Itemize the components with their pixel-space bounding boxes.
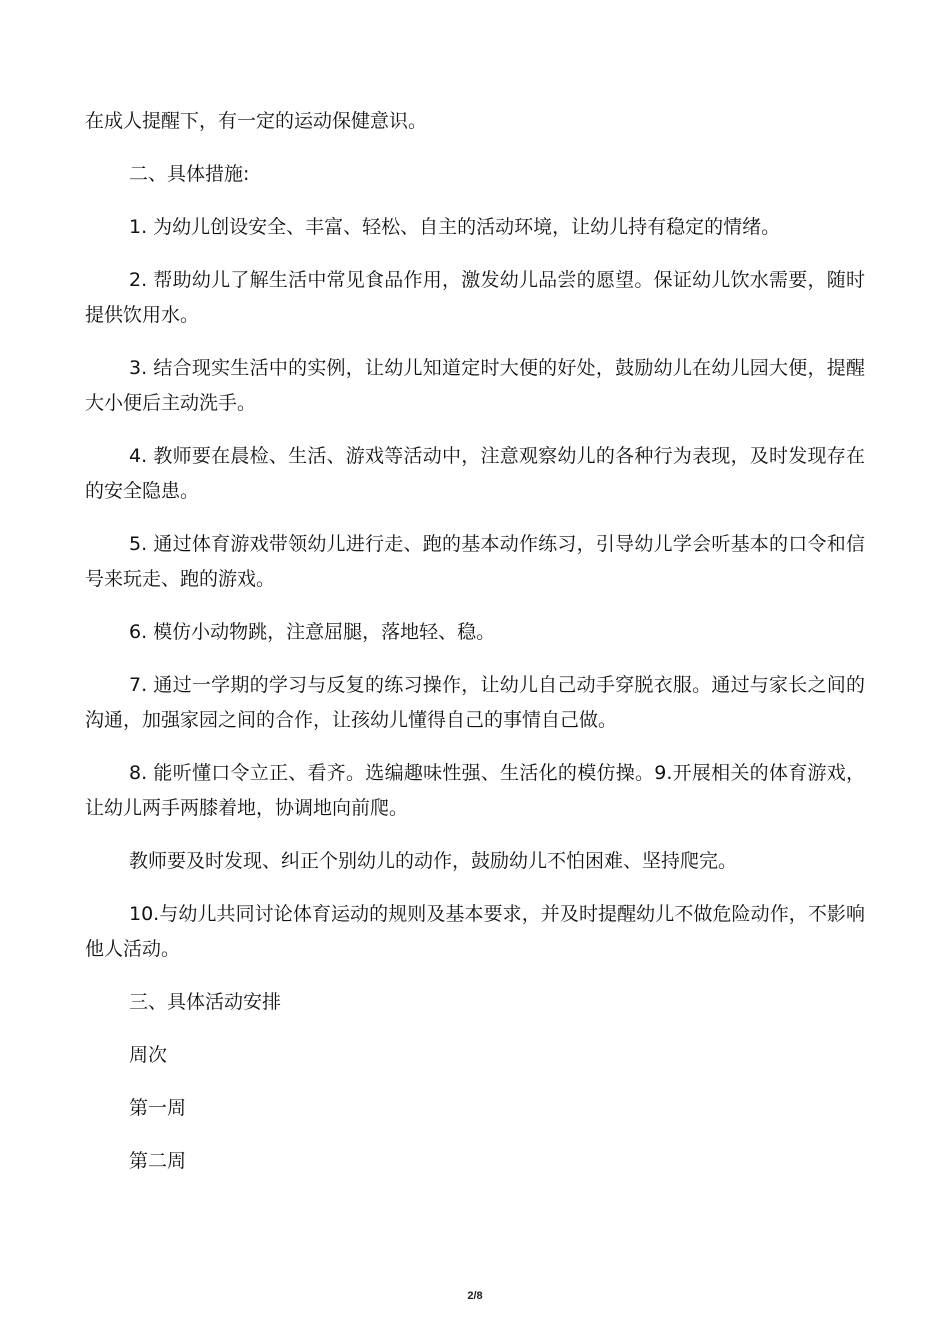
schedule-week-1: 第一周 [129, 1097, 187, 1119]
measure-item-9-continued: 教师要及时发现、纠正个别幼儿的动作，鼓励幼儿不怕困难、坚持爬完。 [129, 850, 738, 872]
measure-item-2: 2. 帮助幼儿了解生活中常见食品作用，激发幼儿品尝的愿望。保证幼儿饮水需要，随时提供饮用水。 [85, 269, 865, 326]
paragraph-intro-continuation: 在成人提醒下，有一定的运动保健意识。 [85, 110, 428, 132]
section-heading-schedule: 三、具体活动安排 [129, 991, 282, 1013]
section-heading-measures: 二、具体措施: [129, 163, 250, 185]
measure-item-1: 1. 为幼儿创设安全、丰富、轻松、自主的活动环境，让幼儿持有稳定的情绪。 [129, 216, 781, 238]
measure-item-7: 7. 通过一学期的学习与反复的练习操作，让幼儿自己动手穿脱衣服。通过与家长之间的沟通，加强家园之间的合作，让孩幼儿懂得自己的事情自己做。 [85, 674, 865, 731]
page-number: 2/8 [467, 1290, 483, 1302]
schedule-week-2: 第二周 [129, 1150, 187, 1172]
measure-item-5: 5. 通过体育游戏带领幼儿进行走、跑的基本动作练习，引导幼儿学会听基本的口令和信号来玩走、跑的游戏。 [85, 533, 865, 590]
measure-item-3: 3. 结合现实生活中的实例，让幼儿知道定时大便的好处，鼓励幼儿在幼儿园大便，提醒大小便后主动洗手。 [85, 357, 865, 414]
schedule-label-week: 周次 [129, 1044, 168, 1066]
measure-item-10: 10.与幼儿共同讨论体育运动的规则及基本要求，并及时提醒幼儿不做危险动作，不影响他人活动。 [85, 903, 865, 960]
measure-item-4: 4. 教师要在晨检、生活、游戏等活动中，注意观察幼儿的各种行为表现，及时发现存在的安全隐患。 [85, 445, 865, 502]
measure-item-8-9: 8. 能听懂口令立正、看齐。选编趣味性强、生活化的模仿操。9.开展相关的体育游戏，让幼儿两手两膝着地，协调地向前爬。 [85, 762, 865, 819]
document-body [85, 104, 865, 1197]
measure-item-6: 6. 模仿小动物跳，注意屈腿，落地轻、稳。 [129, 621, 496, 643]
